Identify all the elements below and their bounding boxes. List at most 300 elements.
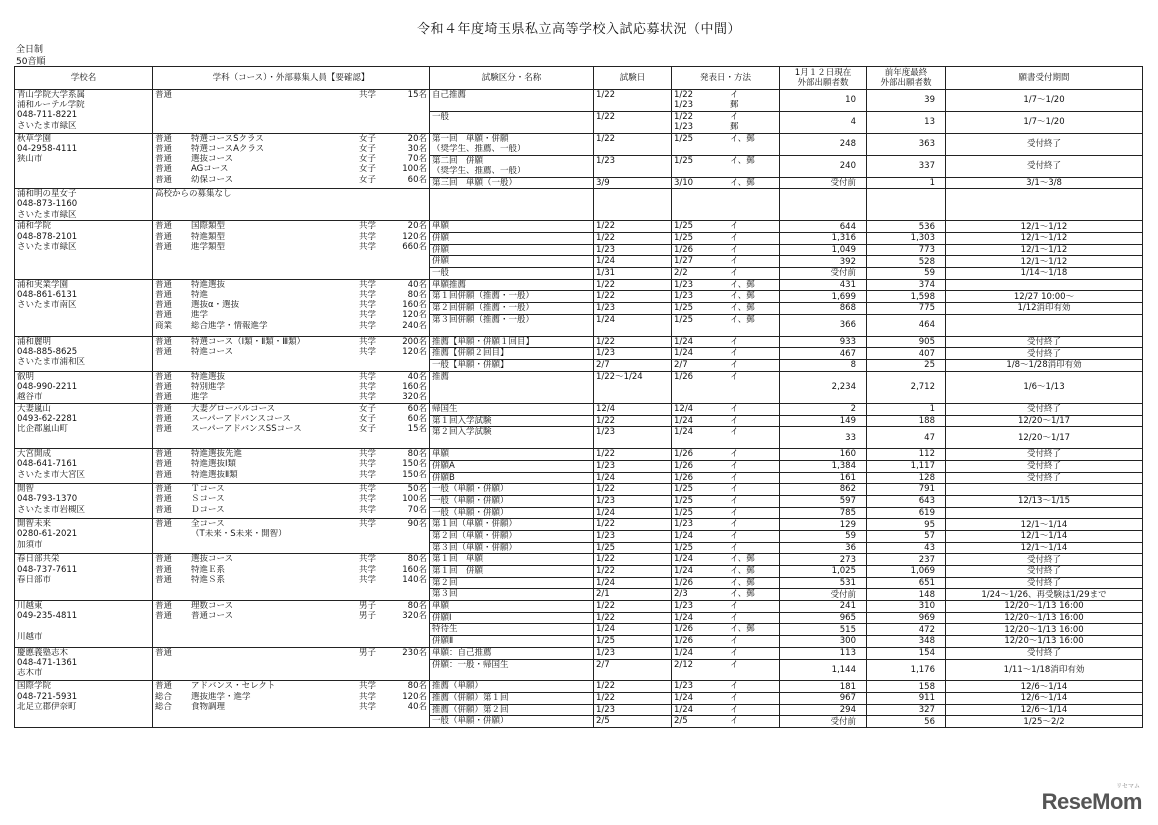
application-period: 受付終了 <box>946 554 1143 566</box>
course-capacity: 15名 <box>407 424 427 435</box>
prev-applicants: 158 <box>867 681 946 693</box>
exam-name: 一般【単願・併願】 <box>432 360 509 371</box>
course-name: アドバンス・セレクト <box>191 681 276 692</box>
announce-cell <box>672 133 780 155</box>
course-dept: 普通 <box>155 300 173 311</box>
exam-name: （奨学生、推薦、一般） <box>432 165 526 176</box>
announce-cell <box>672 268 780 280</box>
application-period: 12/1～1/12 <box>946 256 1143 268</box>
exam-name: 併願：一般・帰国生 <box>432 659 509 670</box>
current-applicants: 294 <box>780 704 867 716</box>
course-line <box>155 372 427 382</box>
exam-name-cell <box>430 244 594 256</box>
current-applicants: 273 <box>780 554 867 566</box>
announce-method: イ <box>730 636 739 647</box>
current-applicants: 862 <box>780 484 867 496</box>
announce-line <box>674 256 777 266</box>
exam-date: 1/23 <box>594 155 672 177</box>
announce-date: 2/2 <box>674 268 688 279</box>
course-cell <box>153 189 430 221</box>
course-line <box>155 221 427 231</box>
announce-date: 1/25 <box>674 133 694 144</box>
prev-applicants: 327 <box>867 704 946 716</box>
application-period: 12/1～1/14 <box>946 519 1143 531</box>
course-name: 特進選抜 <box>191 371 226 382</box>
school-cell <box>15 484 153 519</box>
school-name: 浦和実業学園 <box>17 279 69 290</box>
exam-name-cell <box>430 530 594 542</box>
exam-date: 1/22 <box>594 693 672 705</box>
application-period: 12/20～1/17 <box>946 415 1143 427</box>
announce-line <box>674 578 777 588</box>
application-period <box>946 507 1143 519</box>
exam-name: 第３回（単願・併願） <box>432 542 518 553</box>
school-info-line: 048-737-7611 <box>17 564 78 575</box>
announce-date: 1/25 <box>674 314 694 325</box>
course-line <box>155 470 427 480</box>
prev-applicants: 407 <box>867 348 946 360</box>
announce-line <box>674 716 777 726</box>
prev-applicants: 59 <box>867 268 946 280</box>
school-name: 国際学院 <box>17 681 52 692</box>
course-gender: 女子 <box>359 164 377 175</box>
prev-applicants: 1 <box>867 177 946 189</box>
header-prev <box>867 67 946 90</box>
application-period: 1/24～1/26、再受験は1/29まで <box>946 589 1143 601</box>
announce-cell <box>672 415 780 427</box>
application-period: 受付終了 <box>946 460 1143 472</box>
exam-name: 一般 <box>432 111 450 122</box>
exam-date: 3/9 <box>594 177 672 189</box>
announce-line <box>674 315 777 325</box>
announce-method: イ <box>730 244 739 255</box>
announce-method: イ <box>730 336 739 347</box>
course-dept: 普通 <box>155 371 173 382</box>
current-applicants: 392 <box>780 256 867 268</box>
announce-cell <box>672 542 780 554</box>
school-info-line: 志木市 <box>17 668 43 679</box>
course-gender: 共学 <box>359 231 377 242</box>
exam-name: 一般（単願・併願） <box>432 507 509 518</box>
announce-line <box>674 660 777 670</box>
course-name: 特進選抜Ⅱ類 <box>191 469 238 480</box>
exam-name-cell <box>430 233 594 245</box>
school-info-line: さいたま市南区 <box>17 300 77 311</box>
announce-method: イ <box>730 371 739 382</box>
school-info-line: 04-2958-4111 <box>17 143 78 154</box>
course-name: 特選コースSクラス <box>191 133 264 144</box>
course-gender: 共学 <box>359 459 377 470</box>
announce-line <box>674 112 777 122</box>
current-applicants: 160 <box>780 449 867 461</box>
course-dept: 普通 <box>155 574 173 585</box>
exam-date: 2/5 <box>594 716 672 728</box>
school-info-line: 川越市 <box>17 631 43 642</box>
course-capacity: 230名 <box>402 647 427 658</box>
course-capacity: 120名 <box>402 691 427 702</box>
application-period: 1/8～1/28消印有効 <box>946 360 1143 372</box>
school-info-line: 048-861-6131 <box>17 289 78 300</box>
school-info-line: 049-235-4811 <box>17 611 78 622</box>
course-name: 全コース <box>191 519 225 530</box>
announce-date: 1/24 <box>674 336 694 347</box>
announce-cell <box>672 155 780 177</box>
prev-applicants: 1,069 <box>867 566 946 578</box>
prev-applicants: 464 <box>867 314 946 336</box>
course-dept: 普通 <box>155 133 173 144</box>
announce-date: 1/26 <box>674 371 694 382</box>
exam-date: 1/22 <box>594 90 672 112</box>
header-school: 学校名 <box>15 67 153 90</box>
application-period: 受付終了 <box>946 566 1143 578</box>
course-capacity: 80名 <box>407 449 427 460</box>
course-capacity: 100名 <box>402 164 427 175</box>
announce-cell <box>672 360 780 372</box>
current-applicants: 2 <box>780 403 867 415</box>
course-dept: 普通 <box>155 647 173 658</box>
course-cell <box>153 336 430 371</box>
current-applicants: 4 <box>780 111 867 133</box>
current-applicants: 431 <box>780 279 867 291</box>
course-gender: 共学 <box>359 574 377 585</box>
announce-cell <box>672 221 780 233</box>
announce-date: 1/25 <box>674 155 694 166</box>
announce-line <box>674 303 777 313</box>
course-dept: 普通 <box>155 241 173 252</box>
current-applicants: 1,144 <box>780 659 867 681</box>
course-gender: 女子 <box>359 414 377 425</box>
announce-line <box>674 268 777 278</box>
current-applicants: 1,316 <box>780 233 867 245</box>
announce-line <box>674 245 777 255</box>
announce-date: 1/25 <box>674 484 694 495</box>
school-info-line: 048-793-1370 <box>17 494 78 505</box>
current-applicants: 1,025 <box>780 566 867 578</box>
course-line <box>155 134 427 144</box>
announce-method: イ、郵 <box>730 291 755 302</box>
announce-method: イ <box>730 221 739 232</box>
course-dept: 普通 <box>155 174 173 185</box>
course-dept: 普通 <box>155 469 173 480</box>
course-name: Ｄコース <box>191 504 225 515</box>
course-name: 進学 <box>191 310 209 321</box>
exam-name-cell <box>430 601 594 613</box>
course-name <box>191 90 359 100</box>
course-line <box>155 519 427 529</box>
prev-applicants: 911 <box>867 693 946 705</box>
announce-method: イ <box>730 268 739 279</box>
prev-applicants: 154 <box>867 647 946 659</box>
course-gender: 共学 <box>359 554 377 565</box>
announce-line <box>674 348 777 358</box>
course-capacity: 200名 <box>402 336 427 347</box>
course-dept: 普通 <box>155 601 173 612</box>
prev-applicants: 13 <box>867 111 946 133</box>
course-cell <box>153 601 430 648</box>
course-capacity: 240名 <box>402 320 427 331</box>
school-info-line: さいたま市緑区 <box>17 241 77 252</box>
school-name: 春日部共栄 <box>17 554 60 565</box>
school-info-line: さいたま市大宮区 <box>17 469 86 480</box>
exam-date: 1/22 <box>594 612 672 624</box>
announce-date: 1/23 <box>674 519 694 530</box>
announce-line <box>674 360 777 370</box>
announce-date: 1/24 <box>674 415 694 426</box>
exam-date: 1/22 <box>594 221 672 233</box>
table-row <box>15 484 1143 496</box>
announce-method: イ、郵 <box>730 566 755 577</box>
course-name: 食物調理 <box>191 701 226 712</box>
course-line <box>155 459 427 469</box>
application-period: 12/20～1/17 <box>946 427 1143 449</box>
current-applicants: 965 <box>780 612 867 624</box>
course-name: 選抜α・選抜 <box>191 300 240 311</box>
course-capacity: 60名 <box>407 414 427 425</box>
prev-applicants: 363 <box>867 133 946 155</box>
course-name: 総合進学・情報進学 <box>191 320 268 331</box>
course-dept: 普通 <box>155 90 173 100</box>
course-line <box>155 484 427 494</box>
announce-date: 1/27 <box>674 256 694 267</box>
exam-name-cell <box>430 371 594 403</box>
application-period: 受付終了 <box>946 647 1143 659</box>
announce-method: イ <box>730 542 739 553</box>
school-info-line: 比企郡嵐山町 <box>17 424 69 435</box>
announce-line <box>674 372 777 382</box>
announce-cell <box>672 460 780 472</box>
announce-method: イ <box>730 427 739 438</box>
prev-applicants: 536 <box>867 221 946 233</box>
course-capacity: 40名 <box>407 371 427 382</box>
announce-date: 1/24 <box>674 348 694 359</box>
exam-name-cell <box>430 716 594 728</box>
prev-applicants: 310 <box>867 601 946 613</box>
exam-name-cell <box>430 507 594 519</box>
announce-method: イ <box>730 460 739 471</box>
course-line <box>155 505 427 515</box>
exam-name-cell <box>430 303 594 315</box>
announce-method: イ <box>730 403 739 414</box>
course-line <box>155 154 427 164</box>
exam-name: 特待生 <box>432 624 458 635</box>
exam-date: 2/7 <box>594 659 672 681</box>
exam-date: 1/22 <box>594 484 672 496</box>
exam-name-cell <box>430 566 594 578</box>
announce-cell <box>672 336 780 348</box>
application-period: 12/20～1/13 16:00 <box>946 612 1143 624</box>
course-name: 特別進学 <box>191 381 226 392</box>
exam-date: 1/24 <box>594 314 672 336</box>
school-info-line <box>17 621 150 631</box>
announce-cell <box>672 472 780 484</box>
course-dept: 普通 <box>155 310 173 321</box>
exam-name: 第１回 単願 <box>432 554 484 565</box>
prev-applicants: 1,117 <box>867 460 946 472</box>
current-applicants: 300 <box>780 636 867 648</box>
current-applicants: 59 <box>780 530 867 542</box>
course-gender: 共学 <box>359 241 377 252</box>
course-name: 特進Ｓ系 <box>191 574 226 585</box>
prev-applicants: 791 <box>867 484 946 496</box>
announce-method: イ <box>730 647 739 658</box>
exam-date: 1/23 <box>594 530 672 542</box>
announce-date: 1/25 <box>674 495 694 506</box>
announce-method: イ <box>730 360 739 371</box>
course-dept: 普通 <box>155 403 173 414</box>
announce-method: イ <box>730 716 739 727</box>
course-name: 大妻グローバルコース <box>191 403 276 414</box>
course-line <box>155 189 427 199</box>
course-cell <box>153 449 430 484</box>
course-line <box>155 337 427 347</box>
exam-name-cell <box>430 693 594 705</box>
exam-name: 単願：自己推薦 <box>432 647 492 658</box>
announce-method <box>730 189 777 199</box>
application-period: 1/6～1/13 <box>946 371 1143 403</box>
school-cell <box>15 221 153 279</box>
school-info-line: 048-711-8221 <box>17 110 78 121</box>
school-cell <box>15 519 153 554</box>
current-applicants: 10 <box>780 90 867 112</box>
exam-name: 推薦【単願・併願１回目】 <box>432 336 535 347</box>
announce-line <box>674 416 777 426</box>
announce-cell <box>672 659 780 681</box>
resemom-logo: ReseMom <box>1041 789 1142 814</box>
course-line <box>155 382 427 392</box>
announce-method: イ、郵 <box>730 133 755 144</box>
current-applicants: 1,049 <box>780 244 867 256</box>
announce-cell <box>672 716 780 728</box>
application-period: 受付終了 <box>946 403 1143 415</box>
announce-date: 1/23 <box>674 681 694 692</box>
course-capacity: 90名 <box>407 519 427 530</box>
announce-line <box>674 337 777 347</box>
course-gender: 共学 <box>359 300 377 311</box>
exam-name: 併願 <box>432 244 450 255</box>
announce-method: イ、郵 <box>730 155 755 166</box>
announce-date: 1/25 <box>674 233 694 244</box>
exam-name: 自己推薦 <box>432 90 467 100</box>
announce-method: イ <box>730 415 739 426</box>
announce-line <box>674 178 777 188</box>
exam-name-cell <box>430 415 594 427</box>
table-row <box>15 554 1143 566</box>
exam-name-cell <box>430 460 594 472</box>
school-info-line: 狭山市 <box>17 154 43 165</box>
school-info-line: さいたま市岩槻区 <box>17 504 86 515</box>
prev-applicants: 775 <box>867 303 946 315</box>
exam-name: 一般（単願・併願） <box>432 495 509 506</box>
logo-subtext: リセマム <box>1116 783 1140 790</box>
announce-cell <box>672 291 780 303</box>
header-current-line1: 1月１２日現在 <box>794 68 852 78</box>
announce-cell <box>672 371 780 403</box>
application-period: 12/13～1/15 <box>946 495 1143 507</box>
announce-cell <box>672 601 780 613</box>
course-dept: 普通 <box>155 564 173 575</box>
course-gender: 共学 <box>359 484 377 495</box>
school-name: 浦和明の星女子 <box>17 189 77 200</box>
course-capacity: 320名 <box>402 392 427 403</box>
application-period: 受付終了 <box>946 133 1143 155</box>
prev-applicants: 47 <box>867 427 946 449</box>
course-name: （T未来・S未来・開智） <box>191 529 287 540</box>
announce-line <box>674 233 777 243</box>
course-cell <box>153 681 430 728</box>
school-info-line: 048-878-2101 <box>17 231 78 242</box>
announce-method: イ、郵 <box>730 589 755 600</box>
exam-date: 1/24 <box>594 624 672 636</box>
course-name: 特選コースAクラス <box>191 143 265 154</box>
course-gender: 共学 <box>359 392 377 403</box>
course-dept: 普通 <box>155 519 173 530</box>
course-dept: 普通 <box>155 289 173 300</box>
exam-name-cell <box>430 427 594 449</box>
prev-applicants: 43 <box>867 542 946 554</box>
school-cell <box>15 336 153 371</box>
prev-applicants: 374 <box>867 279 946 291</box>
school-name: 川越東 <box>17 601 43 612</box>
course-name: 選抜コース <box>191 554 234 565</box>
course-capacity: 120名 <box>402 346 427 357</box>
application-period: 12/1～1/14 <box>946 542 1143 554</box>
exam-date: 1/22 <box>594 111 672 133</box>
course-line <box>155 164 427 174</box>
current-applicants: 受付前 <box>780 716 867 728</box>
table-body <box>15 90 1143 728</box>
course-line <box>155 601 427 611</box>
announce-method: イ、郵 <box>730 303 755 314</box>
announce-cell <box>672 636 780 648</box>
course-line <box>155 611 427 621</box>
school-info-line: 048-641-7161 <box>17 459 78 470</box>
prev-applicants: 348 <box>867 636 946 648</box>
course-capacity: 60名 <box>407 403 427 414</box>
application-period: 12/20～1/13 16:00 <box>946 624 1143 636</box>
school-name: 開智未来 <box>17 519 52 530</box>
announce-cell <box>672 704 780 716</box>
course-dept: 普通 <box>155 414 173 425</box>
announce-line <box>674 221 777 231</box>
application-period: 12/1～1/12 <box>946 244 1143 256</box>
announce-line <box>674 613 777 623</box>
prev-applicants: 57 <box>867 530 946 542</box>
sort-order: 50音順 <box>16 57 46 67</box>
application-period: 1/11～1/18消印有効 <box>946 659 1143 681</box>
announce-line <box>674 189 777 199</box>
application-period: 受付終了 <box>946 449 1143 461</box>
course-line <box>155 90 427 100</box>
table-row <box>15 221 1143 233</box>
course-capacity: 150名 <box>402 459 427 470</box>
exam-date: 1/23 <box>594 460 672 472</box>
announce-date: 1/25 <box>674 303 694 314</box>
announce-line <box>674 280 777 290</box>
announce-date <box>674 189 730 199</box>
exam-date: 2/7 <box>594 360 672 372</box>
exam-name: 推薦【併願２回目】 <box>432 348 509 359</box>
exam-date: 1/22 <box>594 681 672 693</box>
announce-date: 2/12 <box>674 659 694 670</box>
current-applicants: 644 <box>780 221 867 233</box>
current-applicants: 967 <box>780 693 867 705</box>
exam-name: 単願 <box>432 601 450 612</box>
course-dept: 普通 <box>155 681 173 692</box>
header-current-line2: 外部出願者数 <box>797 78 849 88</box>
course-dept: 普通 <box>155 381 173 392</box>
school-info-line: 048-885-8625 <box>17 346 78 357</box>
current-applicants: 240 <box>780 155 867 177</box>
